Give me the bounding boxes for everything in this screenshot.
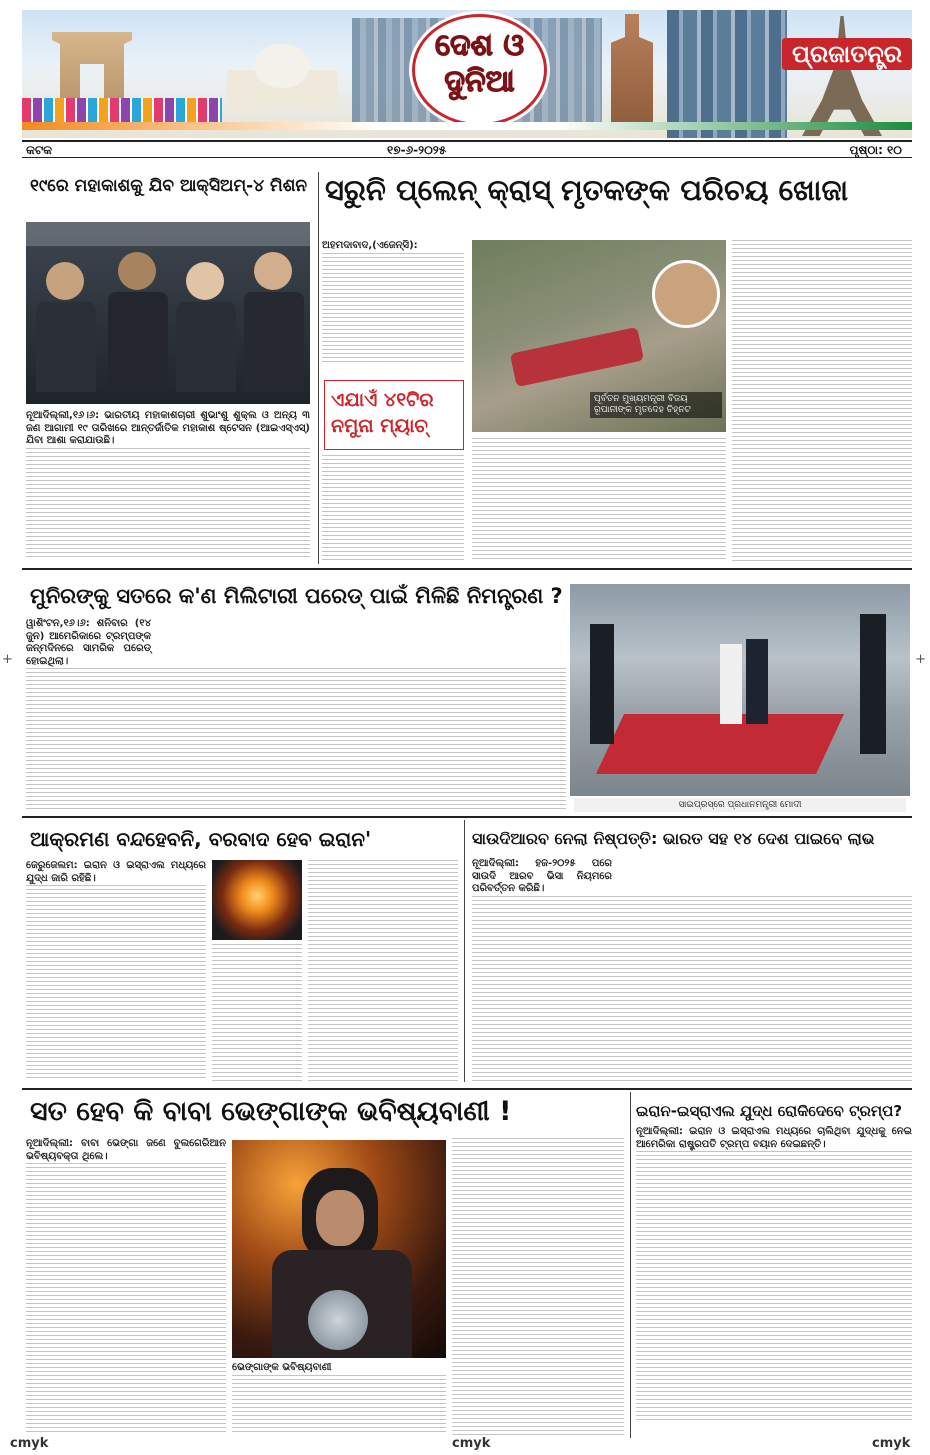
column-divider-3: [630, 1092, 631, 1438]
story2-text-lines-right: [732, 240, 912, 562]
story3-photo-caption: ସାଇପ୍ରସ୍‌ରେ ପ୍ରଧାନମନ୍ତ୍ରୀ ମୋଦୀ: [574, 798, 906, 812]
story4-text-lines-c: [308, 860, 458, 1082]
story1-text-lines: [26, 448, 310, 558]
story5-text-lines: [472, 896, 912, 1082]
story4-text-lines-b: [212, 944, 302, 1082]
story4-body-col1: [26, 860, 206, 1082]
story6-text-lines-b: [232, 1375, 446, 1435]
story6-text-lines-c: [452, 1138, 624, 1438]
cmyk-mark-left: cmyk: [10, 1436, 49, 1451]
story6-headline: ସତ ହେବ କି ବାବା ଭେଙ୍ଗାଙ୍କ ଭବିଷ୍ୟବାଣୀ !: [30, 1096, 512, 1127]
section-title: ଦେଶ ଓ ଦୁନିଆ: [434, 28, 525, 99]
registration-mark-left: +: [2, 652, 13, 667]
story6-dateline: ନୂଆଦିଲ୍ଲୀ: ବାବା ଭେଙ୍ଗା ଜଣେ ବୁଲଗେରିଆନ ଭବିଷ୍ୟବକ୍ତା ଥିଲେ।: [26, 1138, 226, 1162]
story2-text-lines: [322, 253, 464, 363]
story2-body-col2: [472, 438, 726, 562]
story4-dateline: ଜେରୁଜେଲମ: ଇରାନ ଓ ଇସ୍ରାଏଲ ମଧ୍ୟରେ ଯୁଦ୍ଧ ଜାରି ରହିଛି।: [26, 860, 206, 884]
story1-body: [26, 410, 310, 562]
story7-body: [636, 1126, 912, 1438]
dateline-bar: [22, 140, 912, 158]
clock-tower-illustration: [597, 14, 667, 129]
issue-date: ୧୭-୬-୨୦୨୫: [387, 143, 447, 157]
section-rule-2: [22, 816, 912, 818]
column-divider-2: [464, 820, 465, 1082]
color-bars-graphic: [22, 98, 222, 122]
cmyk-mark-right: cmyk: [872, 1436, 911, 1451]
story2-photo-caption: ପୂର୍ବତନ ମୁଖ୍ୟମନ୍ତ୍ରୀ ବିଜୟ ରୂପାନୀଙ୍କ ମୃତଦେହ ଚିହ୍ନଟ: [590, 392, 722, 418]
story3-body: [26, 618, 566, 812]
section-rule-3: [22, 1088, 912, 1090]
registration-mark-right: +: [915, 652, 926, 667]
story2-dateline: ଅହମଦାବାଦ,(ଏଜେନ୍ସି):: [322, 240, 418, 251]
story2-body-col1: [322, 240, 464, 376]
eiffel-tower-illustration: [802, 16, 882, 136]
story7-headline: ଇରାନ-ଇସ୍ରାଏଲ ଯୁଦ୍ଧ ରୋକିଦେବେ ଟ୍ରମ୍ପ?: [636, 1102, 903, 1120]
column-divider: [318, 172, 319, 564]
cmyk-mark-center: cmyk: [452, 1436, 491, 1451]
story2-text-lines-c: [472, 438, 726, 562]
story3-dateline: ୱାଶିଂଟନ,୧୬।୬: ଶନିବାର (୧୪ ଜୁନ) ଆମେରିକାରେ ଟ୍ରମ୍ପଙ୍କ ଜନ୍ମଦିନରେ ସାମରିକ ପରେଡ୍ ହୋଇଥିଲା।: [26, 618, 151, 667]
explosion-photo: [212, 860, 302, 940]
baba-vanga-photo: [232, 1140, 446, 1358]
story2-body-col1b: [322, 455, 464, 563]
story2-inset-box: [324, 380, 464, 450]
story3-headline: ମୁନିରଙ୍କୁ ସତରେ କ'ଣ ମିଲିଟାରୀ ପରେଡ୍ ପାଇଁ ମିଳିଛି ନିମନ୍ତ୍ରଣ ?: [30, 584, 563, 608]
story7-dateline: ନୂଆଦିଲ୍ଲୀ: ଇରାନ ଓ ଇସ୍ରାଏଲ ମଧ୍ୟରେ ଚାଲିଥିବା ଯୁଦ୍ଧକୁ ନେଇ ଆମେରିକା ରାଷ୍ଟ୍ରପତି ଟ୍ରମ୍ପ ବୟାନ ଦେଇଛନ୍ତି।: [636, 1126, 912, 1150]
page-number: ପୃଷ୍ଠା: ୧୦: [849, 143, 902, 157]
india-gate-illustration: [52, 28, 132, 108]
story6-caption-text: [232, 1362, 446, 1438]
crash-site-photo: [472, 240, 726, 432]
story2-body-col3: [732, 240, 912, 562]
skyscrapers-illustration: [667, 10, 787, 138]
story5-body: [472, 858, 912, 1082]
story5-dateline: ନୂଆଦିଲ୍ଲୀ: ହଜ-୨୦୨୫ ପରେ ସାଉଦି ଆରବ ଭିସା ନିୟମରେ ପରିବର୍ତ୍ତନ କରିଛି।: [472, 858, 612, 895]
story1-headline: ୧୯ରେ ମହାକାଶକୁ ଯିବ ଆକ୍ସିଅମ୍-୪ ମିଶନ: [30, 176, 308, 196]
taj-mahal-illustration: [227, 30, 337, 110]
story1-dateline: ନୂଆଦିଲ୍ଲୀ,୧୬।୬: ଭାରତୀୟ ମହାକାଶଚାରୀ ଶୁଭାଂଶୁ ଶୁକ୍ଲ ଓ ଅନ୍ୟ ୩ ଜଣ ଆଗାମୀ ୧୯ ତାରିଖରେ ଆନ୍ତର୍ଜାତିକ ମହାକାଶ ଷ୍ଟେସନ (ଆଇଏସ୍‌ଏସ୍) ଯିବା ଆଶା କରାଯାଉଛି।: [26, 410, 310, 447]
story6-text-lines: [26, 1163, 226, 1435]
section-rule: [22, 568, 912, 570]
story6-photo-caption: ଭେଙ୍ଗାଙ୍କ ଭବିଷ୍ୟବାଣୀ: [232, 1362, 332, 1373]
story4-text-lines: [26, 885, 206, 1081]
story2-inset-text: ଏଯାଏଁ ୪୧ଟିର ନମୁନା ମ୍ୟାଚ୍: [331, 389, 434, 437]
story6-body-col1: [26, 1138, 226, 1438]
story4-body-col3: [308, 860, 458, 1082]
story6-body-col3: [452, 1138, 624, 1438]
story3-text-lines: [26, 668, 566, 812]
story2-text-lines-b: [322, 455, 464, 563]
story4-headline: ଆକ୍ରମଣ ବନ୍ଦହେବନି, ବରବାଦ ହେବ ଇରାନ': [30, 827, 372, 851]
modi-cyprus-photo: [570, 584, 910, 796]
story2-headline: ସରୁନି ପ୍ଲେନ୍ କ୍ରାସ୍ ମୃତକଙ୍କ ପରିଚୟ ଖୋଜା: [325, 173, 849, 207]
astronauts-photo: [26, 222, 310, 404]
edition-city: କଟକ: [26, 143, 53, 157]
masthead-banner: [22, 10, 912, 138]
paper-name-badge: ପ୍ରଜାତନ୍ତ୍ର: [782, 38, 912, 70]
story4-body-col2: [212, 944, 302, 1082]
story7-text-lines: [636, 1151, 912, 1423]
story5-headline: ସାଉଦିଆରବ ନେଲା ନିଷ୍ପତ୍ତି: ଭାରତ ସହ ୧୪ ଦେଶ ପାଇବେ ଲାଭ: [472, 829, 875, 848]
tricolor-stripe: [22, 122, 912, 130]
